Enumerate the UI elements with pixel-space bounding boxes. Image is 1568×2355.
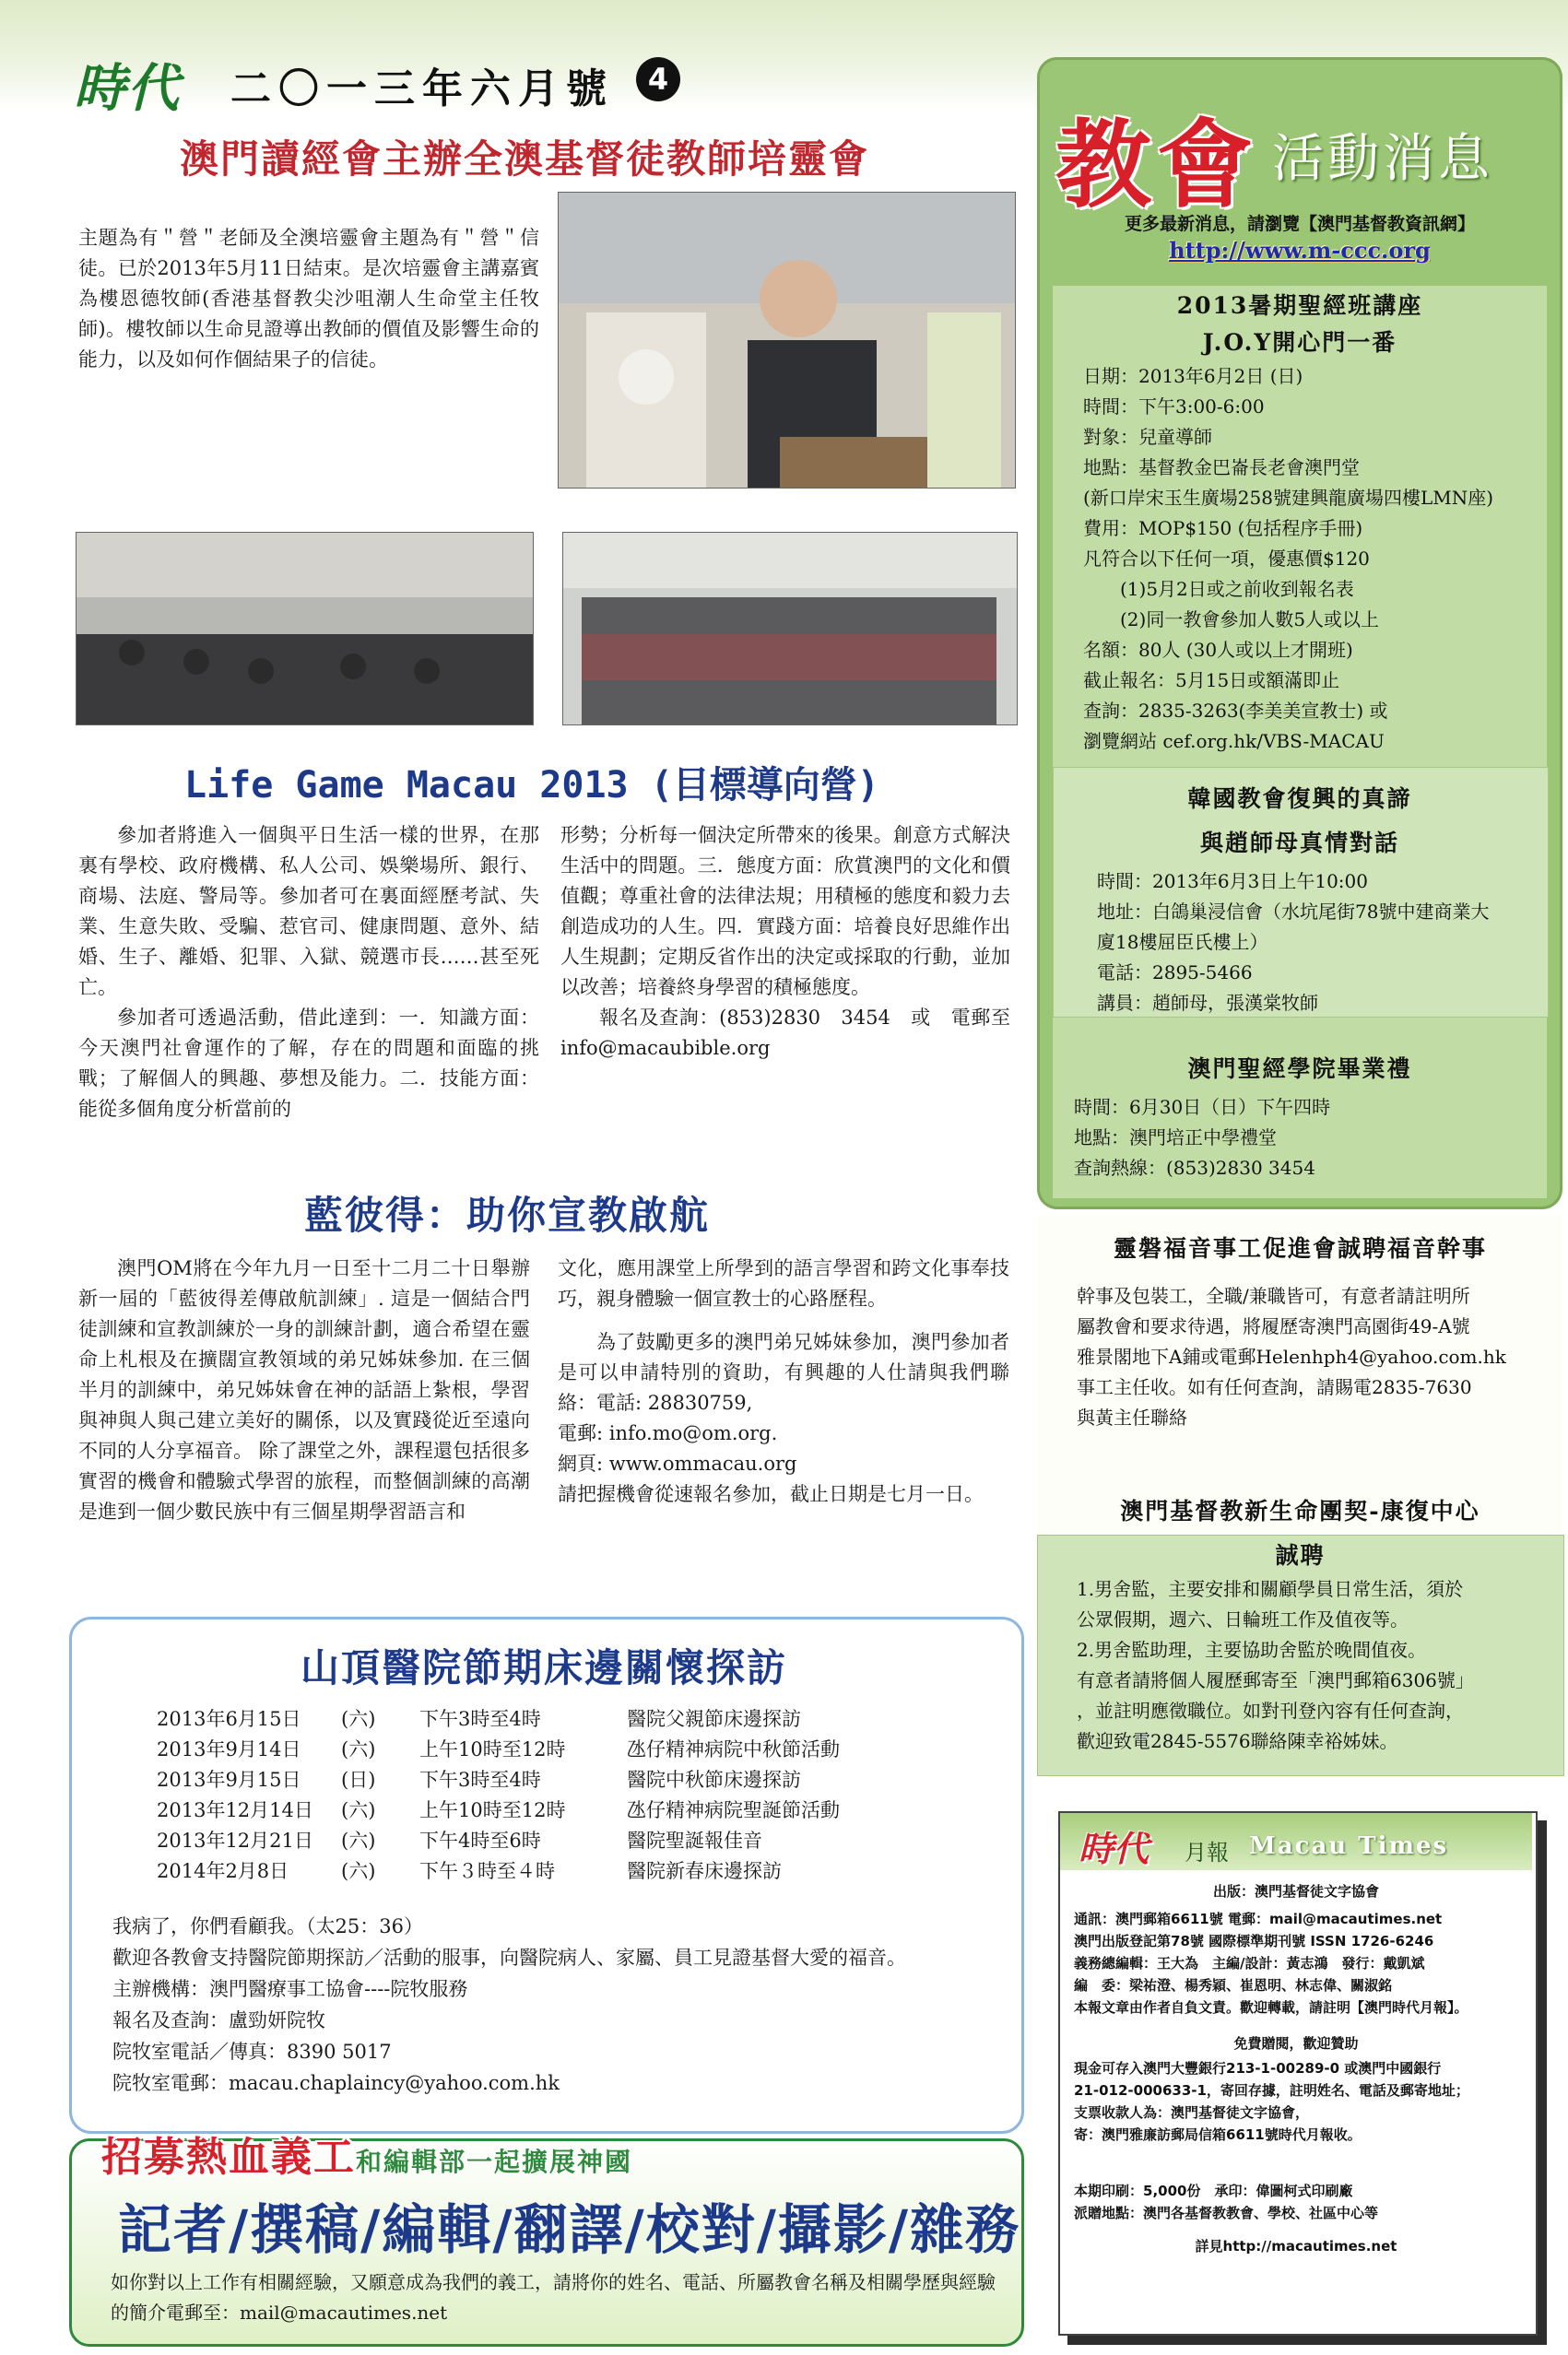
macau-times-en: Macau Times [1249,1832,1449,1860]
detail-line: 2.男舍監助理，主要協助舍監於晚間值夜。 [1077,1639,1427,1661]
schedule-event: 氹仔精神病院中秋節活動 [627,1737,840,1760]
hospital-line3: 報名及查詢：盧勁妍院牧 [112,2009,325,2031]
schedule-time: 下午4時至6時 [419,1829,541,1852]
article1-body [78,223,539,375]
detail-line: 1.男舍監，主要安排和關顧學員日常生活，須於 [1077,1578,1464,1600]
schedule-row [157,1702,903,1733]
article3-col2-email: 電郵: info.mo@om.org. [558,1422,778,1444]
schedule-day: (六) [341,1859,376,1882]
detail-line: 廈18樓屈臣氏樓上） [1097,931,1268,953]
detail-line: 幹事及包裝工，全職/兼職皆可，有意者請註明所 [1077,1285,1470,1307]
article3-col2-p3: 請把握機會從速報名參加，截止日期是七月一日。 [558,1483,984,1505]
schedule-time: 下午3時至4時 [419,1707,541,1730]
detail-line: 查詢熱線：(853)2830 3454 [1074,1157,1315,1179]
schedule-event: 氹仔精神病院聖誕節活動 [627,1798,840,1821]
hospital-details [112,1911,997,2099]
detail-line: 公眾假期，週六、日輪班工作及值夜等。 [1077,1608,1409,1631]
detail-line: 地址：白鴿巢浸信會（水坑尾街78號中建商業大 [1097,901,1490,923]
detail-line: (1)5月2日或之前收到報名表 [1083,578,1354,600]
schedule-day: (六) [341,1829,376,1852]
detail-line: 時間：下午3:00-6:00 [1083,395,1265,418]
article3-col2 [558,1254,1009,1510]
detail-line: 寄：澳門雅廉訪郵局信箱6611號時代月報收。 [1074,2126,1362,2143]
page-number: 4 [636,57,680,101]
event4-details [1077,1281,1556,1433]
macau-times-website[interactable]: 詳見http://macautimes.net [1195,2238,1397,2255]
macau-times-logo: 時代 [1079,1828,1149,1869]
schedule-row [157,1763,903,1794]
article2-col2-p1: 形勢；分析每一個決定所帶來的後果。創意方式解決生活中的問題。三．態度方面：欣賞澳門的文化和價值觀；尊重社會的法律法規；用積極的態度和毅力去創造成功的人生。四．實踐方面：培養良好思維作出人生規劃；定期反省作出的決定或採取的行動，並加以改善；培養終身學習的積極態度。 [560,824,1010,998]
church-news-title: 教會 [1055,108,1259,221]
schedule-event: 醫院新春床邊探訪 [627,1859,782,1882]
hospital-line5: 院牧室電郵：macau.chaplaincy@yahoo.com.hk [112,2072,560,2094]
schedule-row [157,1794,903,1824]
schedule-event: 醫院中秋節床邊探訪 [627,1768,801,1791]
event4-title: 靈磐福音事工促進會誠聘福音幹事 [1113,1235,1487,1262]
article3-col2-web: 網頁: www.ommacau.org [558,1453,797,1475]
detail-line: 事工主任收。如有任何查詢，請賜電2835-7630 [1077,1376,1472,1398]
recruit-headline [101,2124,632,2183]
detail-line: 名額：80人 (30人或以上才開班) [1083,639,1353,661]
detail-line: 時間：6月30日（日）下午四時 [1074,1096,1331,1118]
church-news-more: 更多最新消息，請瀏覽【澳門基督教資訊網】 [1124,214,1475,234]
schedule-time: 下午3時至4時 [419,1768,541,1791]
detail-line: 澳門出版登記第78號 國際標準期刊號 ISSN 1726-6246 [1074,1933,1434,1949]
article2-col1-p2: 參加者可透過活動，借此達到：一．知識方面：今天澳門社會運作的了解，存在的問題和面臨的挑戰；了解個人的興趣、夢想及能力。二．技能方面：能從多個角度分析當前的 [78,1007,539,1120]
article1-title: 澳門讀經會主辦全澳基督徒教師培靈會 [180,136,870,182]
detail-line: 時間：2013年6月3日上午10:00 [1097,870,1368,892]
detail-line: ，並註明應徵職位。如對刊登內容有任何查詢， [1077,1700,1464,1722]
schedule-date: 2013年9月15日 [157,1768,301,1791]
schedule-event: 醫院父親節床邊探訪 [627,1707,801,1730]
event5-details [1077,1574,1556,1757]
schedule-row [157,1824,903,1855]
article2-col2-p2: 報名及查詢：(853)2830 3454 或 電郵至info@macaubible.org [560,1007,1010,1059]
hospital-title: 山頂醫院節期床邊關懷探訪 [300,1645,787,1690]
event5-title1: 澳門基督教新生命團契-康復中心 [1120,1498,1480,1525]
event1-title1: 2013暑期聖經班講座 [1176,292,1423,319]
group-photo [562,532,1018,725]
event2-details [1097,866,1544,1019]
schedule-time: 上午10時至12時 [419,1737,566,1760]
schedule-date: 2013年12月14日 [157,1798,313,1821]
detail-line: 本報文章由作者自負文責。歡迎轉載，請註明【澳門時代月報】。 [1074,1999,1468,2016]
detail-line: 對象：兒童導師 [1083,426,1212,448]
detail-line: 21-012-000633-1，寄回存據，註明姓名、電話及郵寄地址； [1074,2082,1469,2099]
article3-col1-p: 澳門OM將在今年九月一日至十二月二十日舉辦新一屆的「藍彼得差傳啟航訓練」. 這是一個結合門徒訓練和宣教訓練於一身的訓練計劃，適合希望在靈命上札根及在擴闊宣教領域的弟兄姊妹參加. 在三個半月的訓練中，弟兄姊妹會在神的話語上紮根，學習與神與人與己建立美好的關係，以及實踐從近至遠向不同的人分享福音。 除了課堂之外，課程還包括很多實習的機會和體驗式學習的旅程，而整個訓練的高潮是進到一個少數民族中有三個星期學習語言和 [78,1257,530,1523]
detail-line: 歡迎致電2845-5576聯絡陳幸裕姊妹。 [1077,1730,1398,1752]
article2-col2 [560,820,1010,1064]
detail-line: 日期：2013年6月2日 (日) [1083,365,1303,387]
hospital-verse: 我病了，你們看顧我。（太25：36） [112,1915,423,1937]
macau-times-free: 免費贈閱，歡迎贊助 [1233,2035,1359,2052]
schedule-time: 下午３時至４時 [419,1859,555,1882]
article2-title: Life Game Macau 2013 (目標導向營) [184,764,879,807]
event2-title2: 與趙師母真情對話 [1199,830,1399,856]
worship-photo [76,532,534,725]
masthead-logo: 時代 [74,58,181,119]
schedule-date: 2014年2月8日 [157,1859,289,1882]
schedule-date: 2013年6月15日 [157,1707,301,1730]
recruit-jobs: 記者/撰稿/編輯/翻譯/校對/攝影/雜務 [118,2198,1021,2261]
schedule-day: (六) [341,1798,376,1821]
event3-title: 澳門聖經學院畢業禮 [1187,1055,1412,1082]
schedule-row [157,1733,903,1763]
detail-line: 義務總編輯：王大為 主編/設計：黃志鴻 發行：戴凱斌 [1074,1955,1425,1972]
detail-line: 凡符合以下任何一項，優惠價$120 [1083,548,1370,570]
article3-title: 藍彼得：助你宣教啟航 [304,1193,711,1238]
detail-line: 電話：2895-5466 [1097,961,1253,983]
church-news-url[interactable]: http://www.m-ccc.org [1169,237,1431,264]
event1-details [1083,361,1544,757]
macau-times-print: 本期印刷：5,000份 承印：偉圖柯式印刷廠 [1074,2183,1353,2199]
hospital-line2: 主辦機構：澳門醫療事工協會----院牧服務 [112,1978,468,2000]
detail-line: 有意者請將個人履歷郵寄至「澳門郵箱6306號」 [1077,1669,1474,1691]
detail-line: 地點：基督教金巴崙長老會澳門堂 [1083,456,1360,478]
detail-line: 通訊：澳門郵箱6611號 電郵：mail@macautimes.net [1074,1911,1443,1927]
event2-title1: 韓國教會復興的真諦 [1187,785,1412,812]
detail-line: 截止報名：5月15日或額滿即止 [1083,669,1340,691]
detail-line: 地點：澳門培正中學禮堂 [1074,1126,1277,1148]
schedule-date: 2013年12月21日 [157,1829,313,1852]
recruit-headline-sub: 和編輯部一起擴展神國 [356,2147,633,2177]
schedule-day: (日) [341,1768,376,1791]
macau-times-publisher: 出版：澳門基督徒文字協會 [1212,1883,1379,1900]
article3-col2-p2: 為了鼓勵更多的澳門弟兄姊妹參加，澳門參加者是可以申請特別的資助，有興趣的人仕請與我們聯絡：電話: 28830759, [558,1331,1009,1414]
detail-line: 與黃主任聯絡 [1077,1407,1187,1429]
event5-title2: 誠聘 [1275,1542,1326,1569]
article3-col2-p1: 文化，應用課堂上所學到的語言學習和跨文化事奉技巧，親身體驗一個宣教士的心路歷程。 [558,1257,1009,1310]
macau-times-distribution: 派贈地點：澳門各基督教教會、學校、社區中心等 [1074,2205,1379,2221]
recruit-headline-main: 招募熱血義工 [101,2134,356,2181]
event3-details [1074,1092,1535,1183]
detail-line: 雅景閣地下A鋪或電郵Helenhph4@yahoo.com.hk [1077,1346,1506,1368]
issue-date: 二〇一三年六月號 [230,65,614,112]
detail-line: 講員：趙師母，張漢棠牧師 [1097,992,1318,1014]
detail-line: (新口岸宋玉生廣場258號建興龍廣場四樓LMN座) [1083,487,1494,509]
article3-col1 [78,1254,530,1527]
article2-col1-p1: 參加者將進入一個與平日生活一樣的世界，在那裏有學校、政府機構、私人公司、娛樂場所、銀行、商場、法庭、警局等。參加者可在裏面經歷考試、失業、生意失敗、受騙、惹官司、健康問題、意外、結婚、生子、離婚、犯罪、入獄、競選市長……甚至死亡。 [78,824,539,998]
hospital-line4: 院牧室電話／傳真：8390 5017 [112,2041,392,2063]
detail-line: 現金可存入澳門大豐銀行213-1-00289-0 或澳門中國銀行 [1074,2060,1442,2077]
speaker-photo [558,192,1016,489]
recruit-text: 如你對以上工作有相關經驗，又願意成為我們的義工，請將你的姓名、電話、所屬教會名稱及相關學歷與經驗的簡介電郵至：mail@macautimes.net [111,2271,996,2324]
detail-line: 支票收款人為：澳門基督徒文字協會， [1074,2104,1310,2121]
macau-times-info [1074,1908,1526,2019]
event1-title2: J.O.Y開心門一番 [1202,329,1397,356]
church-news-subtitle: 活動消息 [1272,129,1493,189]
schedule-date: 2013年9月14日 [157,1737,301,1760]
macau-times-bank [1074,2057,1526,2146]
schedule-day: (六) [341,1707,376,1730]
schedule-event: 醫院聖誕報佳音 [627,1829,762,1852]
schedule-time: 上午10時至12時 [419,1798,566,1821]
hospital-line1: 歡迎各教會支持醫院節期探訪／活動的服事，向醫院病人、家屬、員工見證基督大愛的福音。 [112,1947,906,1969]
article2-col1 [78,820,539,1125]
detail-line: (2)同一教會參加人數5人或以上 [1083,608,1380,630]
schedule-row [157,1855,903,1885]
detail-line: 費用：MOP$150 (包括程序手冊) [1083,517,1363,539]
detail-line: 編 委：梁祐澄、楊秀穎、崔恩明、林志偉、關淑銘 [1074,1977,1393,1994]
hospital-schedule [157,1702,903,1885]
macau-times-cn: 月報 [1185,1840,1229,1866]
detail-line: 瀏覽網站 cef.org.hk/VBS-MACAU [1083,730,1385,752]
article1-text: 主題為有＂營＂老師及全澳培靈會主題為有＂營＂信徒。已於2013年5月11日結束。是次培靈會主講嘉賓為樓恩德牧師(香港基督教尖沙咀潮人生命堂主任牧師)。樓牧師以生命見證導出教師的價值及影響生命的能力，以及如何作個結果子的信徒。 [78,227,539,371]
detail-line: 查詢：2835-3263(李美美宣教士) 或 [1083,700,1388,722]
detail-line: 屬教會和要求待遇，將履歷寄澳門高園街49-A號 [1077,1315,1470,1337]
schedule-day: (六) [341,1737,376,1760]
